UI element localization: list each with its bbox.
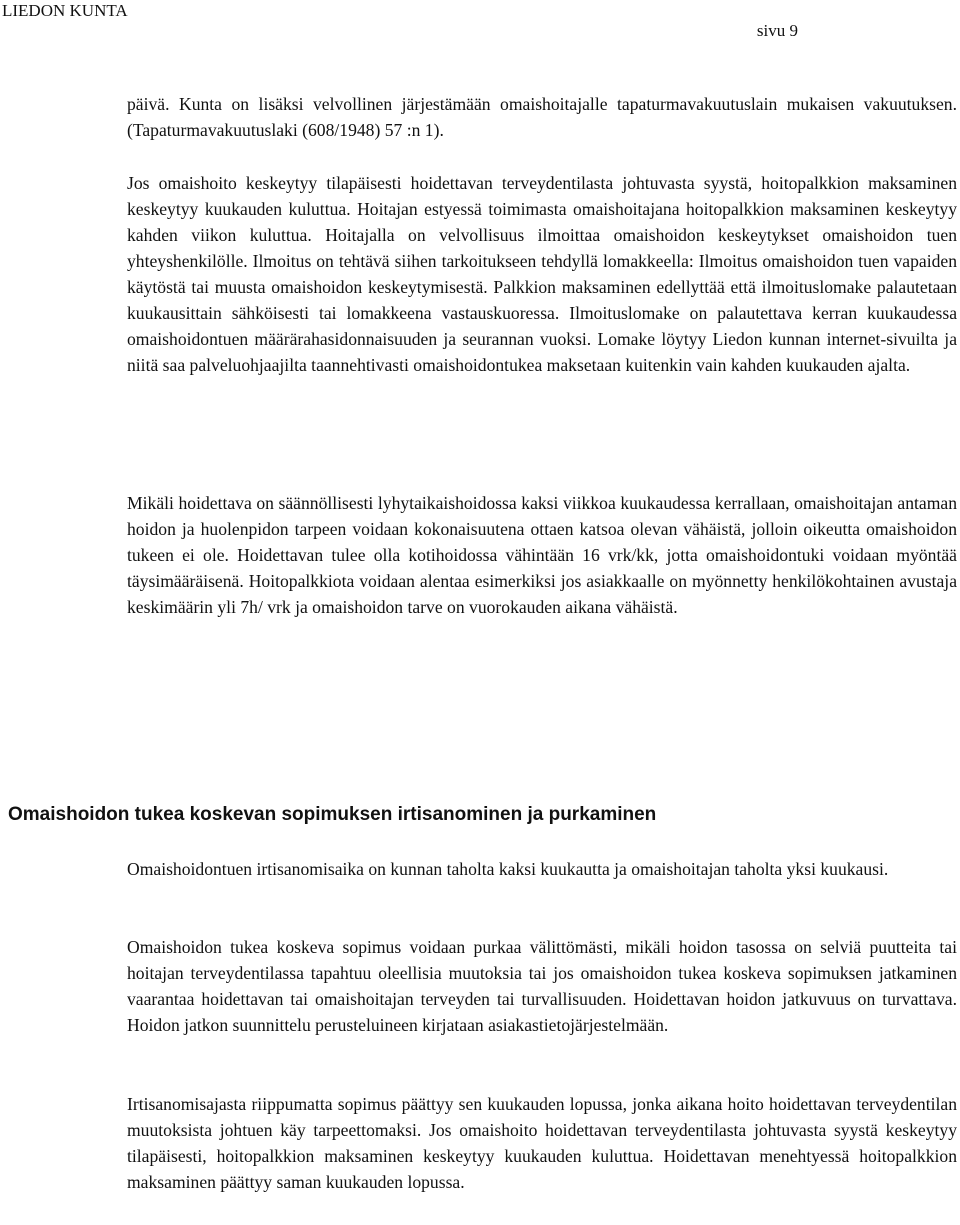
paragraph-contract-end: Irtisanomisajasta riippumatta sopimus päättyy sen kuukauden lopussa, jonka aikana hoito hoidettavan terveydentilan muutoksista johtuen käy tarpeettomaksi. Jos omaishoito hoidettavan terveydentilasta johtuvasta syystä keskeytyy tilapäisesti, hoitopalkkion maksaminen keskeytyy kuukauden kuluttua. Hoidettavan menehtyessä hoitopalkkion maksaminen päättyy saman kuukauden lopussa.: [127, 1094, 957, 1192]
header-section-title: LIEDON KUNTA: [2, 1, 128, 20]
paragraph-notice-period: Omaishoidontuen irtisanomisaika on kunnan taholta kaksi kuukautta ja omaishoitajan taholta yksi kuukausi.: [127, 859, 889, 879]
paragraph-short-term-care: Mikäli hoidettava on säännöllisesti lyhytaikaishoidossa kaksi viikkoa kuukaudessa kerrallaan, omaishoitajan antaman hoidon ja huolenpidon tarpeen voidaan kokonaisuutena ottaen katsoa olevan vähäistä, jolloin oikeutta omaishoidon tukeen ei ole. Hoidettavan tulee olla kotihoidossa vähintään 16 vrk/kk, jotta omaishoidontuki voidaan myöntää täysimääräisenä. Hoitopalkkiota voidaan alentaa esimerkiksi jos asiakkaalle on myönnetty henkilökohtainen avustaja keskimäärin yli 7h/ vrk ja omaishoidon tarve on vuorokauden aikana vähäistä.: [127, 493, 957, 617]
paragraph-insurance: päivä. Kunta on lisäksi velvollinen järjestämään omaishoitajalle tapaturmavakuutuslain mukaisen vakuutuksen. (Tapaturmavakuutuslaki (608/1948) 57 :n 1).: [127, 94, 957, 140]
paragraph-termination: Omaishoidon tukea koskeva sopimus voidaan purkaa välittömästi, mikäli hoidon tasossa on selviä puutteita tai hoitajan terveydentilassa tapahtuu oleellisia muutoksia tai jos omaishoidon tukea koskeva sopimuksen jatkaminen vaarantaa hoidettavan tai omaishoitajan terveyden tai turvallisuuden. Hoidettavan hoidon jatkuvuus on turvattava. Hoidon jatkon suunnittelu perusteluineen kirjataan asiakastietojärjestelmään.: [127, 937, 957, 1035]
section-heading: Omaishoidon tukea koskevan sopimuksen irtisanominen ja purkaminen: [8, 804, 657, 825]
paragraph-interruption: Jos omaishoito keskeytyy tilapäisesti hoidettavan terveydentilasta johtuvasta syystä, hoitopalkkion maksaminen keskeytyy kuukauden kuluttua. Hoitajan estyessä toimimasta omaishoitajana hoitopalkkion maksaminen keskeytyy kahden viikon kuluttua. Hoitajalla on velvollisuus ilmoittaa omaishoidon keskeytykset omaishoidon tuen yhteyshenkilölle. Ilmoitus on tehtävä siihen tarkoitukseen tehdyllä lomakkeella: Ilmoitus omaishoidon tuen vapaiden käytöstä tai muusta omaishoidon keskeytymisestä. Palkkion maksaminen edellyttää että ilmoituslomake palautetaan kuukausittain sähköisesti tai lomakkeena vastauskuoressa. Ilmoituslomake on palautettava kerran kuukaudessa omaishoidontuen määrärahasidonnaisuuden ja seurannan vuoksi. Lomake löytyy Liedon kunnan internet-sivuilta ja niitä saa palveluohjaajilta taannehtivasti omaishoidontukea maksetaan kuitenkin vain kahden kuukauden ajalta.: [127, 173, 957, 375]
page-number: sivu 9: [756, 21, 798, 40]
